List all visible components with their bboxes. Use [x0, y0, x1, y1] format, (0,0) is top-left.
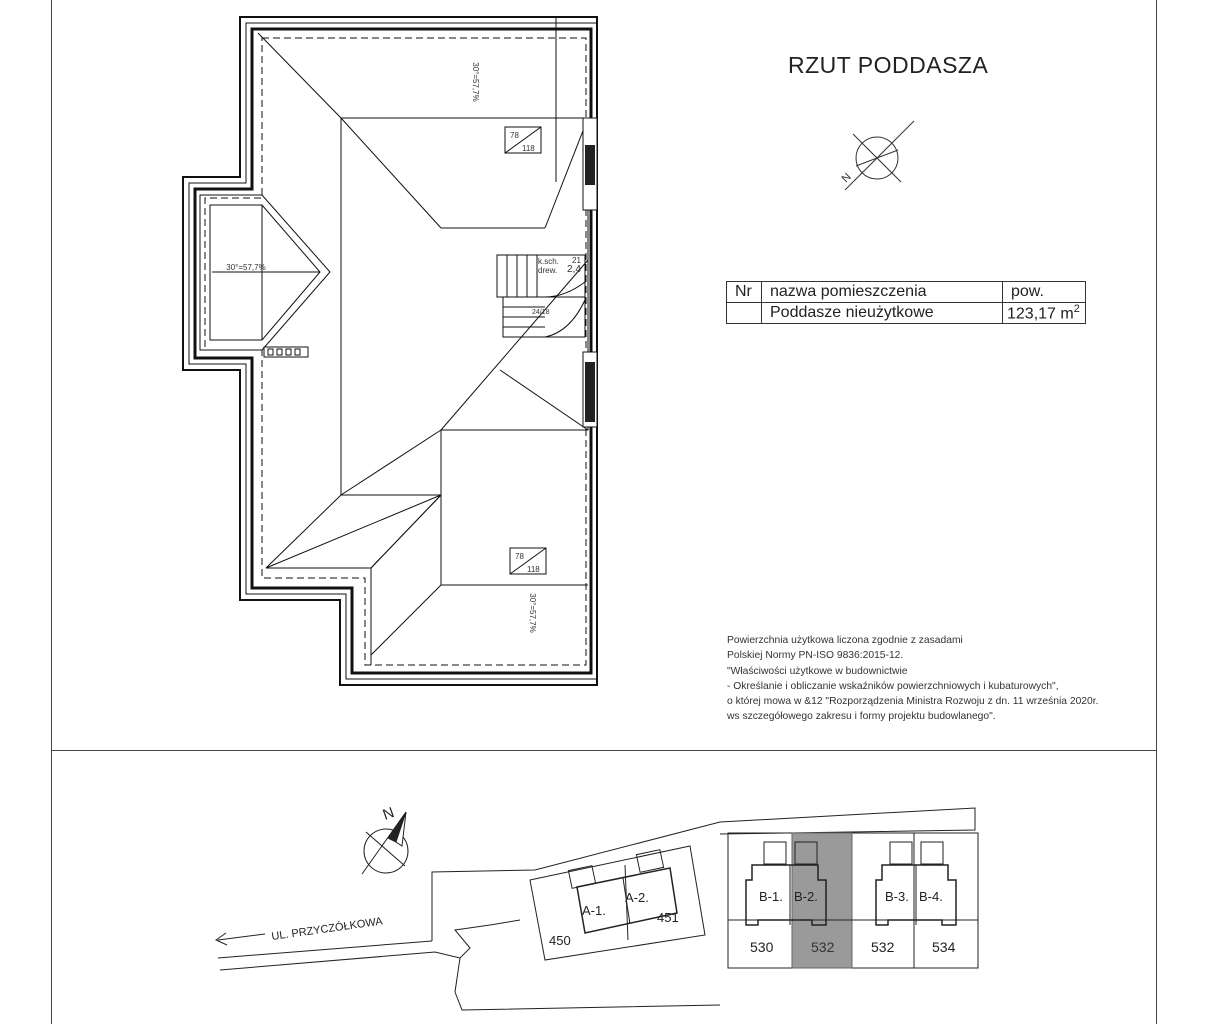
- area-norm-note: [727, 633, 1147, 725]
- dormer-window-symbol: [264, 347, 308, 357]
- slope-label-bottom: 30°=57,7%: [528, 593, 537, 633]
- slope-label-left: 30°=57,7%: [226, 263, 266, 272]
- row-room-name: Poddasze nieużytkowe: [762, 303, 1003, 324]
- note-line: Polskiej Normy PN-ISO 9836:2015-12.: [727, 650, 904, 662]
- road-outline: [220, 952, 720, 1010]
- row-area-value: 123,17 m: [1007, 305, 1074, 323]
- stair-label-2: drew.: [538, 266, 558, 275]
- window-top-size: 118: [522, 144, 535, 153]
- header-room-name: nazwa pomieszczenia: [762, 282, 1003, 303]
- slope-label-top: 30°=57,7%: [471, 62, 480, 102]
- plot-number: 530: [750, 939, 774, 955]
- site-plan-drawing: [0, 750, 1209, 1024]
- header-nr: Nr: [727, 282, 762, 303]
- window-top-label: 78: [510, 131, 519, 140]
- street-name: UL. PRZYCZÓŁKOWA: [270, 915, 384, 943]
- plot-number: 534: [932, 939, 956, 955]
- street-arrow: [218, 934, 265, 940]
- row-area: [1003, 303, 1086, 324]
- note-line: ws szczegółowego zakresu i formy projektu budowlanego".: [727, 711, 996, 723]
- plot-number-highlighted: 532: [811, 939, 835, 955]
- table-row: [727, 303, 1086, 324]
- building-label-b2: B-2.: [794, 889, 818, 904]
- building-label-b3: B-3.: [885, 889, 909, 904]
- stair-number: 21: [572, 256, 581, 265]
- dormer: [200, 195, 330, 350]
- plan-title: RZUT PODDASZA: [788, 52, 989, 78]
- stair-dims: 24/18: [532, 309, 550, 316]
- note-line: o której mowa w &12 "Rozporządzenia Ministra Rozwoju z dn. 11 września 2020r.: [727, 696, 1099, 708]
- window-bottom-label: 78: [515, 552, 524, 561]
- note-line: - Określanie i obliczanie wskaźników powierzchniowych i kubaturowych",: [727, 680, 1059, 692]
- stair-label-1: k.sch.: [538, 257, 559, 266]
- compass-rose: [845, 121, 914, 190]
- row-area-unit-exponent: 2: [1073, 303, 1080, 315]
- plot-number: 450: [549, 933, 571, 948]
- row-nr: [727, 303, 762, 324]
- site-compass-north-letter: N: [380, 804, 397, 824]
- building-label-a1: A-1.: [582, 903, 606, 918]
- building-label-b4: B-4.: [919, 889, 943, 904]
- window-bottom-size: 118: [527, 565, 540, 574]
- building-label-a2: A-2.: [625, 890, 649, 905]
- plot-number: 532: [871, 939, 895, 955]
- note-line: "Właściwości użytkowe w budownictwie: [727, 665, 908, 677]
- header-area: pow.: [1003, 282, 1086, 303]
- plot-number: 451: [657, 910, 679, 925]
- stair-height: 2,4: [567, 264, 581, 275]
- compass-north-letter: N: [839, 171, 854, 186]
- note-line: Powierzchnia użytkowa liczona zgodnie z zasadami: [727, 635, 963, 646]
- table-header-row: [727, 282, 1086, 303]
- building-label-b1: B-1.: [759, 889, 783, 904]
- room-area-table: [726, 281, 1086, 324]
